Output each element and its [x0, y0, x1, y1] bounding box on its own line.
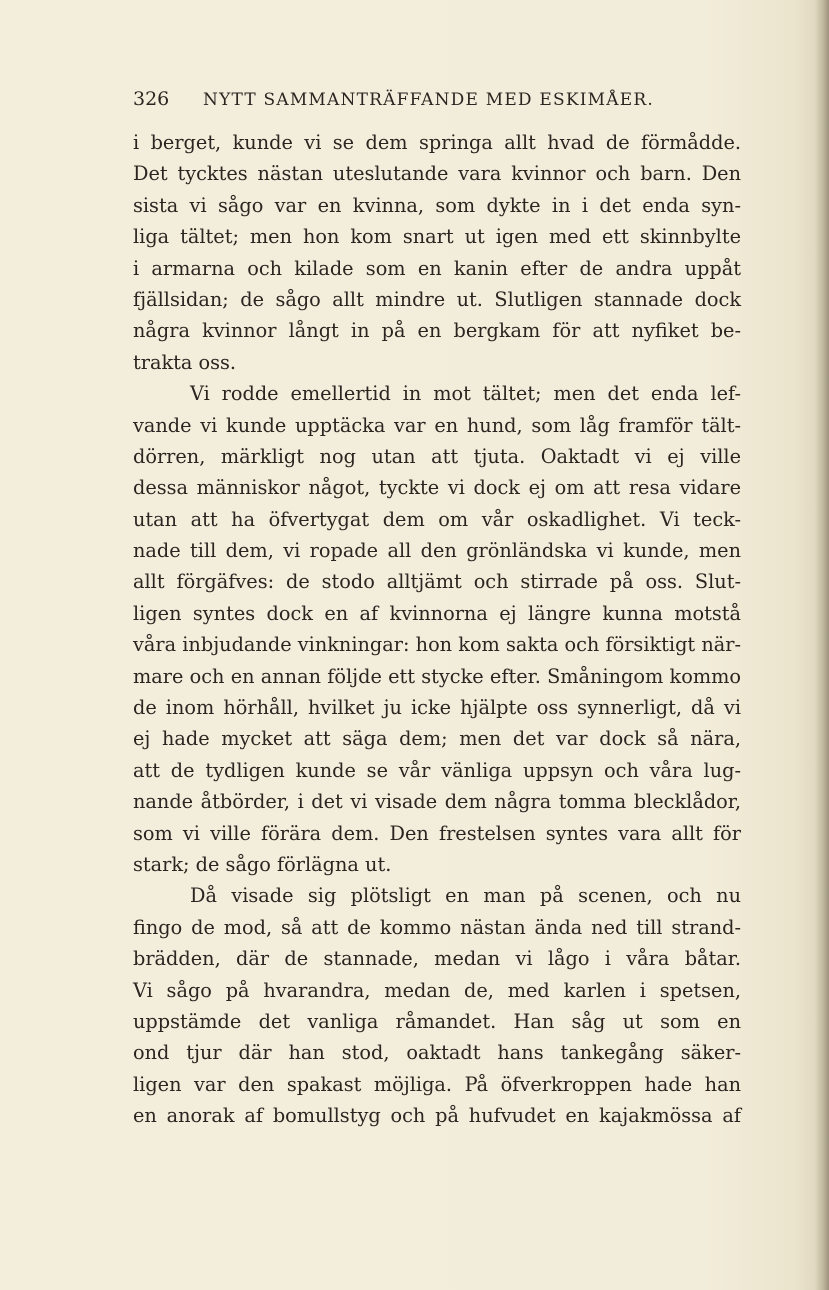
- text-line: uppstämde det vanliga råmandet. Han såg ut som en: [133, 1009, 741, 1033]
- text-line: utan att ha öfvertygat dem om vår oskadlighet. Vi teck-: [133, 507, 741, 531]
- text-line: en anorak af bomullstyg och på hufvudet en kajakmössa af: [133, 1104, 741, 1128]
- text-line: allt förgäfves: de stodo alltjämt och stirrade på oss. Slut-: [133, 570, 741, 594]
- text-line: de inom hörhåll, hvilket ju icke hjälpte oss synnerligt, då vi: [133, 696, 741, 720]
- text-line: sista vi sågo var en kvinna, som dykte in i det enda syn-: [133, 193, 741, 217]
- text-line: Det tycktes nästan uteslutande vara kvinnor och barn. Den: [133, 162, 741, 186]
- text-line: nade till dem, vi ropade all den grönländska vi kunde, men: [133, 539, 741, 563]
- text-line: mare och en annan följde ett stycke efter. Småningom kommo: [133, 664, 741, 688]
- body-text: [133, 127, 741, 1132]
- text-line: ond tjur där han stod, oaktadt hans tankegång säker-: [133, 1041, 741, 1065]
- text-line: trakta oss.: [133, 350, 237, 374]
- text-line: i armarna och kilade som en kanin efter de andra uppåt: [133, 256, 741, 280]
- text-line: liga tältet; men hon kom snart ut igen med ett skinnbylte: [133, 225, 741, 249]
- text-line: ej hade mycket att säga dem; men det var dock så nära,: [133, 727, 741, 751]
- text-line: i berget, kunde vi se dem springa allt hvad de förmådde.: [133, 131, 741, 154]
- text-line: fjällsidan; de sågo allt mindre ut. Slutligen stannade dock: [133, 287, 741, 311]
- text-line: som vi ville förära dem. Den frestelsen syntes vara allt för: [133, 821, 741, 845]
- text-line: stark; de sågo förlägna ut.: [133, 852, 392, 876]
- page-number: 326: [133, 88, 170, 110]
- text-line: att de tydligen kunde se vår vänliga uppsyn och våra lug-: [133, 758, 741, 782]
- text-line: Vi rodde emellertid in mot tältet; men det enda lef-: [190, 382, 741, 406]
- text-line: ligen var den spakast möjliga. På öfverkroppen hade han: [133, 1072, 741, 1096]
- text-line: nande åtbörder, i det vi visade dem några tomma blecklådor,: [133, 790, 741, 814]
- text-line: våra inbjudande vinkningar: hon kom sakta och försiktigt när-: [133, 633, 741, 657]
- text-line: Då visade sig plötsligt en man på scenen, och nu: [190, 884, 741, 908]
- text-line: fingo de mod, så att de kommo nästan ända ned till strand-: [133, 915, 741, 939]
- text-line: några kvinnor långt in på en bergkam för att nyfiket be-: [133, 319, 741, 343]
- text-line: ligen syntes dock en af kvinnorna ej längre kunna motstå: [133, 601, 741, 625]
- running-title: NYTT SAMMANTRÄFFANDE MED ESKIMÅER.: [203, 90, 654, 110]
- text-line: dörren, märkligt nog utan att tjuta. Oaktadt vi ej ville: [133, 444, 741, 468]
- text-line: brädden, där de stannade, medan vi lågo i våra båtar.: [133, 947, 741, 971]
- text-line: dessa människor något, tyckte vi dock ej om att resa vidare: [133, 476, 741, 500]
- text-line: vande vi kunde upptäcka var en hund, som låg framför tält-: [133, 413, 741, 437]
- page-edge-shadow: [815, 0, 829, 1290]
- page-header: [133, 88, 743, 118]
- text-line: Vi sågo på hvarandra, medan de, med karlen i spetsen,: [133, 978, 741, 1002]
